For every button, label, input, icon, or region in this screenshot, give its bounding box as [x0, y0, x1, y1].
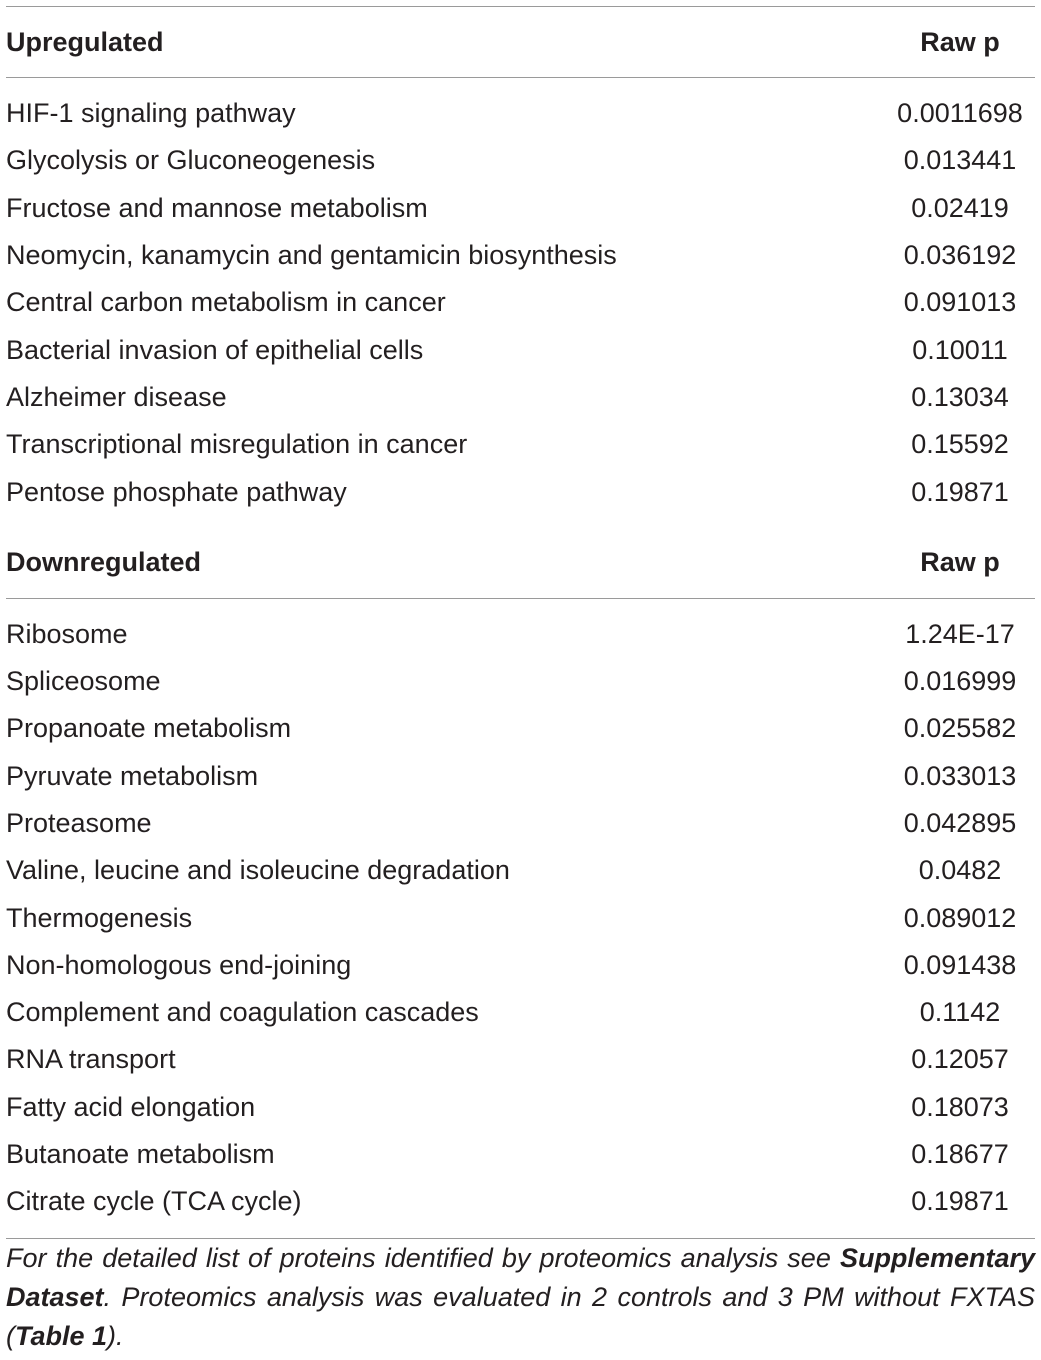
footnote-row — [6, 1238, 1035, 1356]
raw-p-value: 0.18073 — [911, 1091, 1009, 1122]
raw-p-value: 0.12057 — [911, 1044, 1009, 1075]
spacer-row — [6, 516, 1035, 528]
section-header-row — [6, 528, 1035, 599]
raw-p-value: 0.091438 — [903, 949, 1017, 980]
pathway-name: Butanoate metabolism — [6, 1139, 275, 1170]
table-row — [6, 942, 1035, 989]
raw-p-value: 0.19871 — [911, 1186, 1009, 1217]
pathway-name: Proteasome — [6, 808, 152, 838]
table-row — [6, 421, 1035, 468]
raw-p-header: Raw p — [885, 7, 1035, 78]
raw-p-value: 0.13034 — [911, 381, 1009, 412]
table-row — [6, 1084, 1035, 1131]
raw-p-value: 0.013441 — [903, 145, 1017, 176]
table-row — [6, 326, 1035, 373]
table-row — [6, 232, 1035, 279]
raw-p-value: 0.091013 — [903, 287, 1017, 318]
table-row — [6, 989, 1035, 1036]
spacer-row — [6, 78, 1035, 91]
section-header-row — [6, 7, 1035, 78]
pathway-name: Alzheimer disease — [6, 381, 227, 412]
table-row — [6, 468, 1035, 515]
table-row — [6, 847, 1035, 894]
pathway-name: Transcriptional misregulation in cancer — [6, 429, 468, 460]
raw-p-value: 0.033013 — [903, 760, 1017, 791]
table-row — [6, 1178, 1035, 1225]
pathway-name: RNA transport — [6, 1044, 176, 1075]
footnote-text: . Proteomics analysis was evaluated in 2 controls and 3 PM without FXTAS ( — [6, 1281, 1035, 1351]
pathway-name: Pentose phosphate pathway — [6, 476, 347, 507]
pathway-table — [6, 6, 1035, 1356]
footnote-text: ). — [107, 1320, 124, 1351]
table-row — [6, 90, 1035, 137]
raw-p-value: 0.15592 — [911, 429, 1009, 460]
raw-p-value: 0.016999 — [903, 666, 1017, 697]
pathway-name: Neomycin, kanamycin and gentamicin biosynthesis — [6, 240, 617, 271]
raw-p-value: 0.036192 — [903, 240, 1017, 271]
raw-p-value: 1.24E-17 — [905, 618, 1015, 649]
pathway-name: Thermogenesis — [6, 902, 193, 933]
raw-p-value: 0.18677 — [911, 1139, 1009, 1170]
section-title: Upregulated — [6, 7, 885, 78]
pathway-table-body — [6, 7, 1035, 1356]
pathway-name: Pyruvate metabolism — [6, 760, 259, 791]
raw-p-value: 0.025582 — [903, 713, 1017, 744]
table-row — [6, 800, 1035, 847]
section-title: Downregulated — [6, 528, 885, 599]
raw-p-value: 0.19871 — [911, 476, 1009, 507]
table-row — [6, 1036, 1035, 1083]
table-1-link[interactable]: Table 1 — [15, 1320, 108, 1351]
table-row — [6, 1131, 1035, 1178]
table-row — [6, 894, 1035, 941]
pathway-name: Ribosome — [6, 618, 128, 649]
table-row — [6, 374, 1035, 421]
table-row — [6, 658, 1035, 705]
footnote-text: For the detailed list of proteins identified by proteomics analysis see — [6, 1242, 840, 1273]
raw-p-value: 0.1142 — [919, 997, 1001, 1028]
pathway-name: Fructose and mannose metabolism — [6, 192, 428, 223]
pathway-name: HIF-1 signaling pathway — [6, 98, 296, 129]
table-row — [6, 705, 1035, 752]
raw-p-value: 0.042895 — [903, 808, 1017, 838]
raw-p-header: Raw p — [885, 528, 1035, 599]
pathway-name: Central carbon metabolism in cancer — [6, 287, 446, 318]
pathway-name: Valine, leucine and isoleucine degradation — [6, 855, 510, 886]
pathway-name: Propanoate metabolism — [6, 713, 292, 744]
table-row — [6, 185, 1035, 232]
table-footnote — [6, 1238, 1035, 1356]
raw-p-value: 0.0011698 — [897, 98, 1023, 129]
pathway-name: Bacterial invasion of epithelial cells — [6, 334, 424, 365]
table-row — [6, 137, 1035, 184]
pathway-name: Complement and coagulation cascades — [6, 997, 479, 1028]
pathway-name: Non-homologous end-joining — [6, 949, 352, 980]
raw-p-value: 0.10011 — [912, 334, 1008, 365]
raw-p-value: 0.089012 — [903, 902, 1017, 933]
pathway-name: Fatty acid elongation — [6, 1091, 256, 1122]
raw-p-value: 0.02419 — [911, 192, 1009, 223]
raw-p-value: 0.0482 — [918, 855, 1002, 886]
pathway-name: Spliceosome — [6, 666, 161, 697]
pathway-name: Glycolysis or Gluconeogenesis — [6, 145, 376, 176]
supplementary-dataset-link[interactable]: Supplementary Dataset — [6, 1242, 1035, 1312]
table-row — [6, 279, 1035, 326]
spacer-row — [6, 1226, 1035, 1239]
pathway-name: Citrate cycle (TCA cycle) — [6, 1186, 302, 1217]
spacer-row — [6, 598, 1035, 611]
table-row — [6, 753, 1035, 800]
table-row — [6, 611, 1035, 658]
